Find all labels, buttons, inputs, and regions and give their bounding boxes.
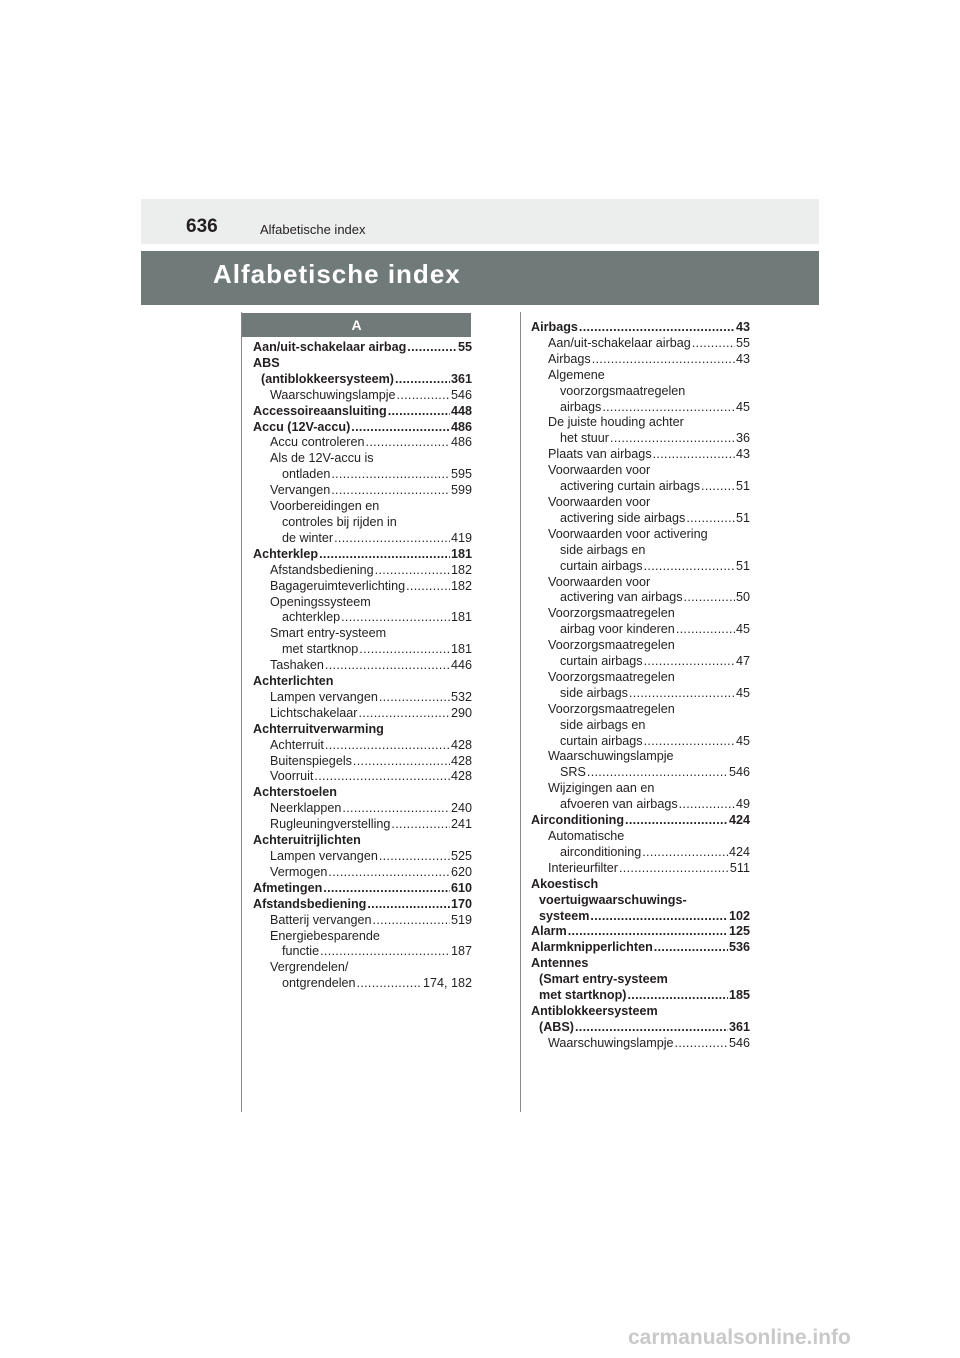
page-title: Alfabetische index <box>213 259 461 289</box>
page-reference: 599 <box>450 483 472 498</box>
dot-leader <box>602 400 735 416</box>
index-term: Openingssysteem <box>270 594 371 609</box>
index-term: (ABS) <box>539 1019 574 1034</box>
page-reference: 50 <box>735 590 750 605</box>
index-entry <box>531 734 750 750</box>
dot-leader <box>627 988 728 1004</box>
dot-leader <box>373 913 450 929</box>
index-entry <box>253 610 472 626</box>
index-entry <box>531 336 750 352</box>
dot-leader <box>610 431 735 447</box>
page-reference: 51 <box>735 510 750 525</box>
index-entry <box>253 420 472 436</box>
index-entry <box>253 340 472 356</box>
index-entry <box>531 320 750 336</box>
index-entry <box>531 622 750 638</box>
index-entry <box>531 431 750 447</box>
index-term: Voorwaarden voor <box>548 494 651 509</box>
index-entry <box>531 1004 750 1020</box>
index-entry <box>253 913 472 929</box>
index-term: Achterlichten <box>253 674 334 689</box>
dot-leader <box>325 658 450 674</box>
index-term: Smart entry-systeem <box>270 626 387 641</box>
index-entry <box>253 515 472 531</box>
dot-leader <box>334 531 450 547</box>
dot-leader <box>644 734 735 750</box>
index-entry <box>531 606 750 622</box>
index-entry <box>253 626 472 642</box>
index-entry <box>253 372 472 388</box>
index-entry <box>531 527 750 543</box>
dot-leader <box>579 320 735 336</box>
page-reference: 525 <box>450 849 472 863</box>
page-reference: 486 <box>450 419 472 434</box>
index-term: Algemene <box>548 367 605 382</box>
index-entry <box>253 849 472 865</box>
index-term: Airbags <box>548 351 591 366</box>
page-reference: 532 <box>450 689 472 704</box>
column-divider-right <box>520 312 521 1112</box>
page-reference: 51 <box>735 558 750 573</box>
page-reference: 170 <box>450 896 472 911</box>
index-term: achterklep <box>282 610 341 625</box>
index-entry <box>253 976 472 992</box>
index-term: Afstandsbediening <box>253 896 367 911</box>
index-entry <box>253 356 472 372</box>
index-entry <box>253 674 472 690</box>
index-term: met startknop) <box>539 988 627 1003</box>
page-reference: 610 <box>450 880 472 895</box>
running-header-title: Alfabetische index <box>260 222 366 237</box>
dot-leader <box>701 479 735 495</box>
dot-leader <box>406 579 450 595</box>
page-reference: 51 <box>735 479 750 494</box>
index-entry <box>531 797 750 813</box>
index-term: ABS <box>253 355 280 370</box>
page-reference: 43 <box>735 447 750 462</box>
index-term: Waarschuwingslampje <box>548 749 674 764</box>
page-reference: 361 <box>728 1019 750 1034</box>
page-reference: 536 <box>728 940 750 955</box>
index-entry <box>531 654 750 670</box>
index-term: voorzorgsmaatregelen <box>560 383 686 398</box>
index-term: Plaats van airbags <box>548 447 652 462</box>
dot-leader <box>679 797 735 813</box>
dot-leader <box>314 769 450 785</box>
index-term: Tashaken <box>270 658 324 673</box>
index-entry <box>531 384 750 400</box>
dot-leader <box>619 861 729 877</box>
index-term: Alarm <box>531 924 567 939</box>
index-entry <box>253 960 472 976</box>
column-divider-left <box>241 312 242 1112</box>
index-term: Alarmknipperlichten <box>531 940 653 955</box>
index-entry <box>253 833 472 849</box>
index-entry <box>253 563 472 579</box>
index-entry <box>531 718 750 734</box>
index-term: Antennes <box>531 956 589 971</box>
index-term: Airbags <box>531 320 578 334</box>
index-term: side airbags en <box>560 717 646 732</box>
index-term: Voorruit <box>270 769 314 784</box>
index-term: Achteruitrijlichten <box>253 833 361 848</box>
index-term: Antiblokkeersysteem <box>531 1003 658 1018</box>
index-term: Batterij vervangen <box>270 912 372 927</box>
index-entry <box>253 642 472 658</box>
index-term: Voorwaarden voor <box>548 463 651 478</box>
index-entry <box>531 543 750 559</box>
index-entry <box>531 845 750 861</box>
dot-leader <box>357 976 422 992</box>
index-column-left <box>253 340 472 992</box>
dot-leader <box>379 690 450 706</box>
index-entry <box>531 559 750 575</box>
dot-leader <box>592 352 735 368</box>
index-term: activering side airbags <box>560 510 686 525</box>
page-reference: 182 <box>450 578 472 593</box>
dot-leader <box>675 1036 728 1052</box>
page-reference: 424 <box>728 813 750 828</box>
index-term: systeem <box>539 908 590 923</box>
page-reference: 546 <box>728 1035 750 1050</box>
dot-leader <box>367 897 450 913</box>
index-entry <box>531 447 750 463</box>
page-reference: 187 <box>450 944 472 959</box>
page-reference: 102 <box>728 908 750 923</box>
index-term: ontladen <box>282 467 331 482</box>
page-reference: 43 <box>735 351 750 366</box>
index-term: functie <box>282 944 320 959</box>
page-reference: 595 <box>450 467 472 482</box>
index-term: Achterklep <box>253 546 319 561</box>
dot-leader <box>351 420 450 436</box>
index-term: side airbags <box>560 685 628 700</box>
page-reference: 55 <box>735 335 750 350</box>
index-entry <box>253 706 472 722</box>
dot-leader <box>375 563 450 579</box>
index-term: Achterstoelen <box>253 785 337 800</box>
index-entry <box>253 738 472 754</box>
dot-leader <box>359 642 450 658</box>
index-entry <box>531 940 750 956</box>
page-reference: 361 <box>450 371 472 386</box>
index-term: Waarschuwingslampje <box>548 1035 674 1050</box>
index-entry <box>253 388 472 404</box>
index-term: SRS <box>560 765 586 780</box>
dot-leader <box>654 940 728 956</box>
dot-leader <box>359 706 450 722</box>
dot-leader <box>342 801 450 817</box>
page-reference: 446 <box>450 658 472 673</box>
page-reference: 45 <box>735 399 750 414</box>
dot-leader <box>391 817 450 833</box>
page-reference: 546 <box>728 765 750 780</box>
running-header-bar <box>141 199 819 244</box>
index-term: Als de 12V-accu is <box>270 451 374 466</box>
index-term: Achterruit <box>270 737 324 752</box>
index-entry <box>531 829 750 845</box>
index-term: curtain airbags <box>560 654 643 669</box>
index-entry <box>253 483 472 499</box>
index-term: de winter <box>282 530 334 545</box>
page-reference: 419 <box>450 530 472 545</box>
index-term: voertuigwaarschuwings- <box>539 892 687 907</box>
index-term: met startknop <box>282 642 359 657</box>
index-entry <box>253 944 472 960</box>
index-entry <box>531 956 750 972</box>
dot-leader <box>575 1020 728 1036</box>
index-entry <box>253 722 472 738</box>
page-reference: 428 <box>450 737 472 752</box>
page-reference: 486 <box>450 435 472 450</box>
dot-leader <box>653 447 735 463</box>
index-entry <box>253 531 472 547</box>
dot-leader <box>642 845 728 861</box>
index-entry <box>253 754 472 770</box>
dot-leader <box>388 404 450 420</box>
index-entry <box>531 988 750 1004</box>
dot-leader <box>397 388 450 404</box>
index-term: controles bij rijden in <box>282 514 397 529</box>
index-term: Voorwaarden voor activering <box>548 526 708 541</box>
dot-leader <box>325 738 450 754</box>
page-reference: 185 <box>728 988 750 1003</box>
section-letter-header: A <box>242 313 471 337</box>
index-term: het stuur <box>560 431 610 446</box>
dot-leader <box>692 336 735 352</box>
index-entry <box>531 749 750 765</box>
dot-leader <box>353 754 450 770</box>
index-entry <box>531 781 750 797</box>
index-entry <box>253 865 472 881</box>
index-term: Afstandsbediening <box>270 562 374 577</box>
index-entry <box>253 579 472 595</box>
dot-leader <box>331 467 450 483</box>
page-reference: 181 <box>450 642 472 657</box>
dot-leader <box>319 547 450 563</box>
index-entry <box>253 658 472 674</box>
index-entry <box>531 670 750 686</box>
index-entry <box>531 765 750 781</box>
index-entry <box>531 924 750 940</box>
dot-leader <box>686 511 735 527</box>
watermark-text: carmanualsonline.info <box>628 1326 851 1349</box>
index-entry <box>253 690 472 706</box>
index-column-right <box>531 320 750 1052</box>
page-reference: 174, 182 <box>422 976 472 991</box>
index-term: (antiblokkeersysteem) <box>261 371 394 386</box>
page-number: 636 <box>186 216 218 237</box>
index-term: Accu controleren <box>270 435 365 450</box>
page-reference: 241 <box>450 817 472 832</box>
index-entry <box>531 861 750 877</box>
index-entry <box>531 972 750 988</box>
page-reference: 47 <box>735 654 750 669</box>
index-entry <box>253 801 472 817</box>
index-term: afvoeren van airbags <box>560 797 678 812</box>
index-term: Vermogen <box>270 864 328 879</box>
index-term: Voorzorgsmaatregelen <box>548 606 675 621</box>
index-term: Vervangen <box>270 483 331 498</box>
dot-leader <box>684 590 735 606</box>
index-term: Neerklappen <box>270 801 342 816</box>
dot-leader <box>328 865 450 881</box>
index-term: Voorzorgsmaatregelen <box>548 638 675 653</box>
index-entry <box>531 877 750 893</box>
index-term: Achterruitverwarming <box>253 721 384 736</box>
index-entry <box>253 785 472 801</box>
dot-leader <box>320 944 450 960</box>
dot-leader <box>331 483 450 499</box>
index-term: side airbags en <box>560 542 646 557</box>
dot-leader <box>644 654 735 670</box>
page-reference: 424 <box>728 844 750 859</box>
index-entry <box>531 495 750 511</box>
index-entry <box>531 400 750 416</box>
page-reference: 519 <box>450 912 472 927</box>
index-term: Vergrendelen/ <box>270 960 349 975</box>
index-term: Airconditioning <box>531 813 625 828</box>
index-entry <box>253 817 472 833</box>
page-reference: 546 <box>450 387 472 402</box>
index-term: Automatische <box>548 829 625 843</box>
index-entry <box>531 479 750 495</box>
index-entry <box>531 1036 750 1052</box>
index-entry <box>531 590 750 606</box>
dot-leader <box>587 765 728 781</box>
page-reference: 240 <box>450 801 472 816</box>
index-term: Voorzorgsmaatregelen <box>548 669 675 684</box>
index-term: Voorwaarden voor <box>548 574 651 589</box>
index-term: Afmetingen <box>253 880 323 895</box>
index-term: Interieurfilter <box>548 860 618 875</box>
page-reference: 43 <box>735 320 750 334</box>
index-term: Lampen vervangen <box>270 689 378 704</box>
index-entry <box>531 813 750 829</box>
page-reference: 125 <box>728 924 750 939</box>
index-term: Aan/uit-schakelaar airbag <box>253 340 407 354</box>
index-term: activering curtain airbags <box>560 479 701 494</box>
dot-leader <box>341 610 450 626</box>
index-term: Rugleuningverstelling <box>270 817 391 832</box>
index-entry <box>253 769 472 785</box>
index-entry <box>531 415 750 431</box>
page-reference: 181 <box>450 546 472 561</box>
page-reference: 49 <box>735 797 750 812</box>
index-entry <box>531 575 750 591</box>
page-reference: 36 <box>735 431 750 446</box>
dot-leader <box>379 849 450 865</box>
page-reference: 290 <box>450 705 472 720</box>
page-reference: 181 <box>450 610 472 625</box>
index-term: Buitenspiegels <box>270 753 352 768</box>
page-reference: 182 <box>450 562 472 577</box>
index-term: activering van airbags <box>560 590 683 605</box>
index-entry <box>253 499 472 515</box>
index-entry <box>253 881 472 897</box>
index-term: Waarschuwingslampje <box>270 387 396 402</box>
index-entry <box>531 1020 750 1036</box>
index-term: ontgrendelen <box>282 976 356 991</box>
page-reference: 511 <box>729 860 750 875</box>
index-entry <box>253 929 472 945</box>
index-term: Lichtschakelaar <box>270 705 358 720</box>
index-term: Accessoireaansluiting <box>253 403 387 418</box>
index-entry <box>531 686 750 702</box>
index-entry <box>531 638 750 654</box>
page-reference: 428 <box>450 753 472 768</box>
index-entry <box>531 368 750 384</box>
index-entry <box>253 897 472 913</box>
index-term: Bagageruimteverlichting <box>270 578 406 593</box>
index-term: Voorbereidingen en <box>270 499 380 514</box>
page-reference: 55 <box>457 340 472 354</box>
index-entry <box>253 595 472 611</box>
index-term: curtain airbags <box>560 558 643 573</box>
index-term: Energiebesparende <box>270 928 380 943</box>
index-entry <box>253 404 472 420</box>
index-term: Lampen vervangen <box>270 849 378 863</box>
index-term: Accu (12V-accu) <box>253 419 351 434</box>
page-reference: 620 <box>450 864 472 879</box>
index-term: curtain airbags <box>560 733 643 748</box>
dot-leader <box>676 622 735 638</box>
dot-leader <box>323 881 450 897</box>
dot-leader <box>629 686 735 702</box>
index-term: De juiste houding achter <box>548 415 684 430</box>
index-entry <box>531 909 750 925</box>
index-entry <box>531 893 750 909</box>
dot-leader <box>395 372 450 388</box>
index-term: Akoestisch <box>531 876 599 891</box>
index-term: airbag voor kinderen <box>560 622 675 637</box>
index-term: Aan/uit-schakelaar airbag <box>548 335 691 350</box>
index-entry <box>531 511 750 527</box>
index-entry <box>531 352 750 368</box>
dot-leader <box>625 813 728 829</box>
page-reference: 448 <box>450 403 472 418</box>
index-entry <box>253 451 472 467</box>
index-entry <box>253 467 472 483</box>
index-term: Wijzigingen aan en <box>548 781 655 796</box>
page-reference: 45 <box>735 733 750 748</box>
index-term: (Smart entry-systeem <box>539 972 668 987</box>
index-term: airconditioning <box>560 844 642 859</box>
dot-leader <box>407 340 457 356</box>
index-term: Voorzorgsmaatregelen <box>548 701 675 716</box>
page-reference: 428 <box>450 769 472 784</box>
page-reference: 45 <box>735 622 750 637</box>
page-reference: 45 <box>735 685 750 700</box>
dot-leader <box>568 924 728 940</box>
index-entry <box>531 463 750 479</box>
dot-leader <box>590 909 728 925</box>
index-term: airbags <box>560 399 602 414</box>
index-entry <box>253 435 472 451</box>
dot-leader <box>366 435 450 451</box>
index-entry <box>253 547 472 563</box>
index-entry <box>531 702 750 718</box>
dot-leader <box>644 559 735 575</box>
